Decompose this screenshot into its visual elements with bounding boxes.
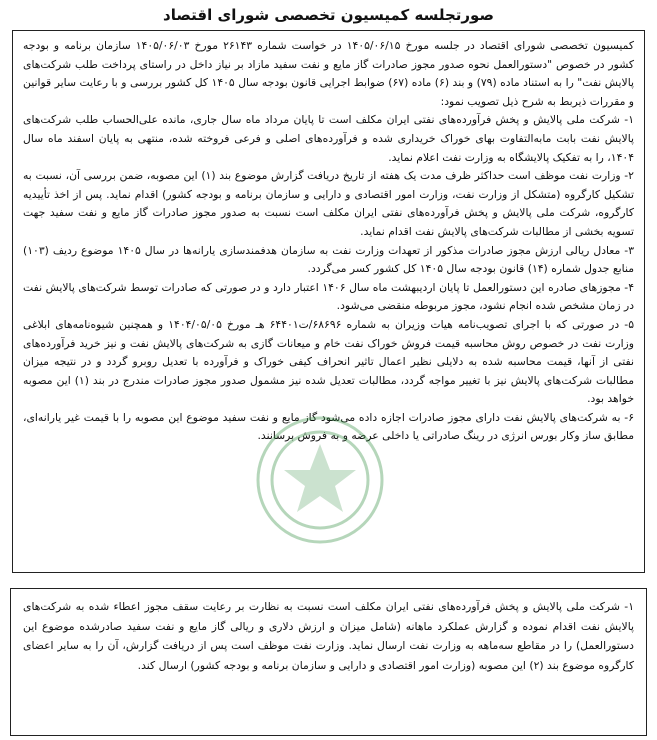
resolution-box [12,30,645,573]
clause-2: ۲- وزارت نفت موظف است حداکثر ظرف مدت یک هفته از تاریخ دریافت گزارش موضوع بند (۱) این مصوبه، ضمن بررسی آن، نسبت به تشکیل کارگروه (متشکل از وزارت نفت، وزارت امور اقتصادی و دارایی و سازمان برنامه و بودجه کشور) اقدام نماید. پس از اخذ تأییدیه کارگروه، شرکت ملی پالایش و پخش فرآورده‌های نفتی ایران مکلف است نسبت به صدور مجوز صادرات گاز مایع و نفت سفید جهت تسویه بخشی از مطالبات شرکت‌های پالایش نفت اقدام نماید. [23,169,634,238]
clause-6: ۶- به شرکت‌های پالایش نفت دارای مجوز صادرات اجازه داده می‌شود گاز مایع و نفت سفید موضوع این مصوبه را با قیمت غیر یارانه‌ای، مطابق ساز وکار بورس انرژی در رینگ صادراتی یا داخلی عرضه و به فروش برسانند. [23,410,634,443]
clause-4: ۴- مجوزهای صادره این دستورالعمل تا پایان اردیبهشت ماه سال ۱۴۰۶ اعتبار دارد و در صورتی که صادرات توسط شرکت‌های پالایش نفت در زمان مشخص شده انجام نشود، مجوز مربوطه منقضی می‌شود. [23,280,634,313]
clause-3: ۳- معادل ریالی ارزش مجوز صادرات مذکور از تعهدات وزارت نفت به سازمان هدفمندسازی یارانه‌ها در سال ۱۴۰۵ موضوع ردیف (۱۰۳) منابع جدول شماره (۱۴) قانون بودجه سال ۱۴۰۵ کل کشور کسر می‌گردد. [23,243,634,276]
page-title: صورتجلسه کمیسیون تخصصی شورای اقتصاد [163,6,494,24]
supplement-box [10,588,647,736]
supplement-clause-1: ۱- شرکت ملی پالایش و پخش فرآورده‌های نفتی ایران مکلف است نسبت به نظارت بر رعایت سقف مجوز اعطاء شده به شرکت‌های پالایش نفت اقدام نموده و گزارش عملکرد ماهانه (شامل میزان و ارزش دلاری و ریالی گاز مایع و نفت سفید صادرشده موضوع این دستورالعمل) را در مقاطع سه‌ماهه به وزارت نفت ارسال نماید. وزارت نفت موظف است پس از دریافت گزارش، آن را به سایر اعضای کارگروه موضوع بند (۲) این مصوبه (وزارت امور اقتصادی و دارایی و سازمان برنامه و بودجه کشور) ارسال کند. [23,600,634,672]
clause-1: ۱- شرکت ملی پالایش و پخش فرآورده‌های نفتی ایران مکلف است تا پایان مرداد ماه سال جاری، مانده علی‌الحساب طلب شرکت‌های پالایش نفت بابت مابه‌التفاوت بهای خوراک خریداری شده و فرآورده‌های اصلی و فرعی فروخته شده، منتهی به پایان اسفند ماه سال ۱۴۰۴، را به تفکیک پالایشگاه به وزارت نفت اعلام نماید. [23,113,634,164]
intro-paragraph: کمیسیون تخصصی شورای اقتصاد در جلسه مورخ ۱۴۰۵/۰۶/۱۵ در خواست شماره ۲۶۱۴۳ مورخ ۱۴۰۵/۰۶/۰۳ سازمان برنامه و بودجه کشور در خصوص "دستورالعمل نحوه صدور مجوز صادرات گاز مایع و نفت سفید مازاد بر نیاز داخل در راستای پرداخت طلب شرکت‌های پالایش نفت" را به استناد ماده (۷۹) و بند (۶) ماده (۶۷) ضوابط اجرایی قانون بودجه سال ۱۴۰۵ کل کشور بررسی و با رعایت سایر قوانین و مقررات ذیربط به شرح ذیل تصویب نمود: [23,39,635,108]
clause-5: ۵- در صورتی که با اجرای تصویب‌نامه هیات وزیران به شماره ۶۸۶۹۶/ت۶۴۴۰۱ هـ مورخ ۱۴۰۴/۰۵/۰۵ و همچنین شیوه‌نامه‌های ابلاغی وزارت نفت در خصوص روش محاسبه قیمت فروش خوراک نفت خام و میعانات گازی به شرکت‌های پالایش نفت و نیز خرید فرآورده‌های نفتی از آنها، قیمت محاسبه شده به دلایلی نظیر اعمال تاثیر انحراف کیفی خوراک و فرآورده با تعدیل روبرو گردد و در نتیجه میزان مطالبات شرکت‌های پالایش نیز با تغییر مواجه گردد، مطالبات تعدیل شده نیز مشمول صدور مجوز صادرات مندرج در بند (۱) این مصوبه خواهد بود. [23,317,635,406]
